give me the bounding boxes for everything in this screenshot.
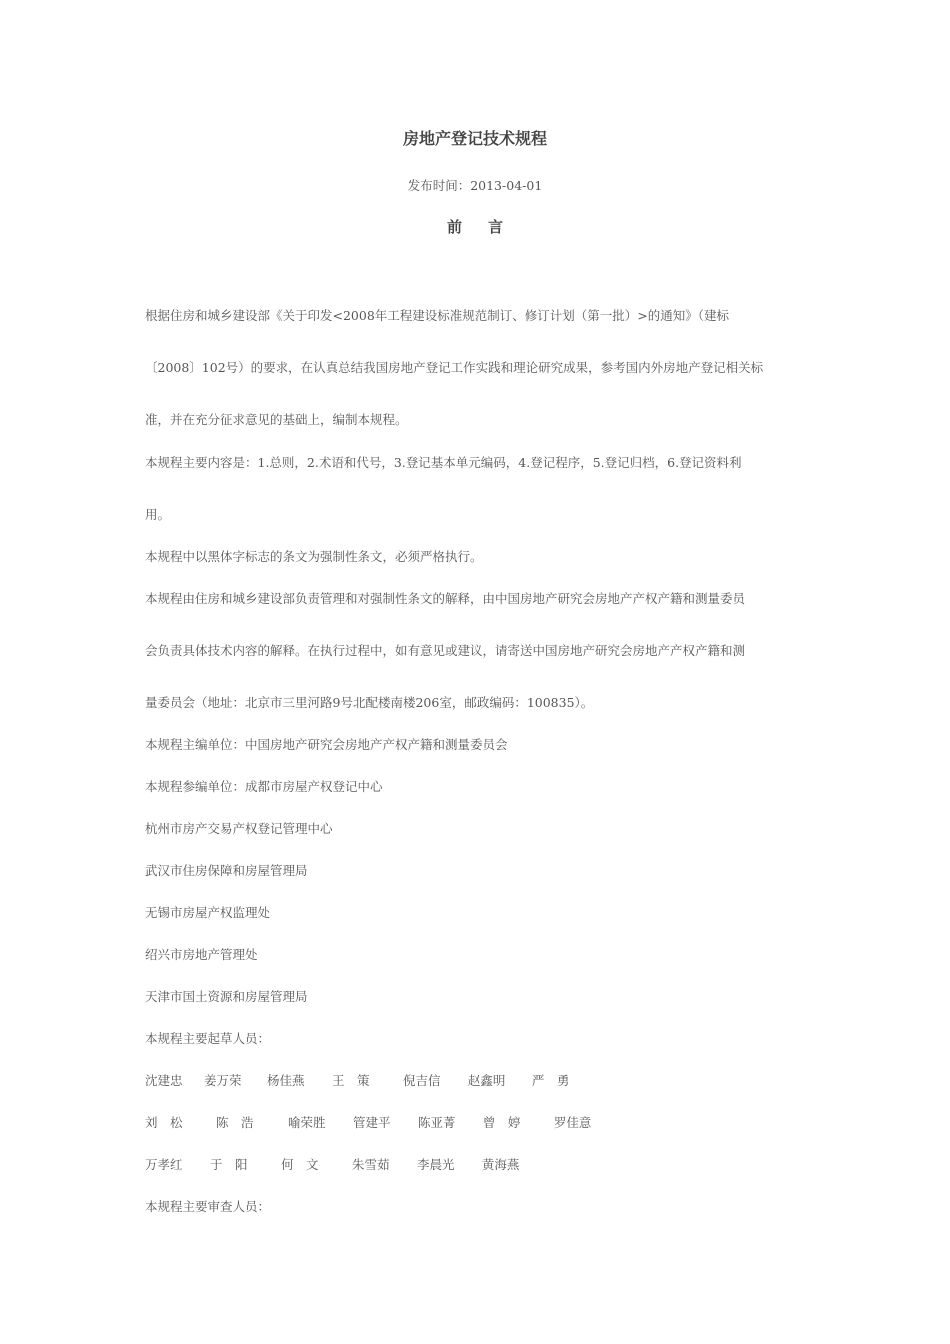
drafters-row — [145, 1113, 591, 1131]
paragraph-line: 准，并在充分征求意见的基础上，编制本规程。 — [145, 412, 408, 427]
participating-units-intro: 本规程参编单位：成都市房屋产权登记中心 — [145, 779, 383, 794]
participating-unit: 杭州市房产交易产权登记管理中心 — [145, 821, 333, 836]
drafter-name: 于 阳 — [209, 1157, 248, 1172]
participating-unit: 绍兴市房地产管理处 — [145, 947, 258, 962]
paragraph-line: 用。 — [145, 507, 171, 522]
paragraph-line: 本规程主要内容是：1.总则，2.术语和代号，3.登记基本单元编码，4.登记程序，5.登记归档，6.登记资料利 — [145, 455, 742, 470]
document-title: 房地产登记技术规程 — [402, 129, 547, 148]
paragraph-line: 本规程中以黑体字标志的条文为强制性条文，必须严格执行。 — [145, 549, 483, 564]
paragraph-line: 〔2008〕102号）的要求，在认真总结我国房地产登记工作实践和理论研究成果，参考国内外房地产登记相关标 — [145, 360, 764, 375]
drafter-name: 黄海燕 — [481, 1157, 520, 1172]
paragraph-line: 本规程由住房和城乡建设部负责管理和对强制性条文的解释，由中国房地产研究会房地产产权产籍和测量委员 — [145, 591, 746, 606]
drafter-name: 杨佳燕 — [266, 1073, 305, 1088]
drafter-name: 管建平 — [352, 1115, 391, 1130]
reviewers-label: 本规程主要审查人员： — [145, 1199, 271, 1214]
drafter-name: 李晨光 — [416, 1157, 455, 1172]
drafters-row — [145, 1071, 569, 1089]
participating-unit: 武汉市住房保障和房屋管理局 — [145, 863, 308, 878]
drafter-name: 倪吉信 — [402, 1073, 441, 1088]
drafter-name: 王 策 — [331, 1073, 370, 1088]
drafter-name: 喻荣胜 — [287, 1115, 326, 1130]
paragraph-line: 会负责具体技术内容的解释。在执行过程中，如有意见或建议，请寄送中国房地产研究会房地产产权产籍和测 — [145, 643, 746, 658]
drafter-name: 何 文 — [280, 1157, 319, 1172]
drafter-name: 万孝红 — [145, 1157, 183, 1172]
publish-date: 发布时间：2013-04-01 — [407, 178, 543, 193]
participating-unit: 无锡市房屋产权监理处 — [145, 905, 271, 920]
drafter-name: 严 勇 — [531, 1073, 570, 1088]
drafter-name: 罗佳意 — [553, 1115, 592, 1130]
drafter-name: 刘 松 — [145, 1115, 183, 1130]
drafter-name: 朱雪茹 — [351, 1157, 390, 1172]
drafter-name: 沈建忠 — [145, 1073, 183, 1088]
participating-unit: 天津市国土资源和房屋管理局 — [145, 989, 308, 1004]
drafter-name: 陈亚菁 — [417, 1115, 456, 1130]
drafter-name: 姜万荣 — [203, 1073, 242, 1088]
preface-heading: 前言 — [446, 218, 529, 236]
drafters-row — [145, 1155, 519, 1173]
drafters-label: 本规程主要起草人员： — [145, 1031, 271, 1046]
paragraph-line: 量委员会（地址：北京市三里河路9号北配楼南楼206室，邮政编码：100835）。 — [145, 695, 594, 710]
drafter-name: 曾 婷 — [482, 1115, 521, 1130]
drafter-name: 陈 浩 — [215, 1115, 254, 1130]
paragraph-line: 根据住房和城乡建设部《关于印发<2008年工程建设标准规范制订、修订计划（第一批）>的通知》（建标 — [145, 308, 730, 323]
chief-editor-unit: 本规程主编单位：中国房地产研究会房地产产权产籍和测量委员会 — [145, 737, 508, 752]
drafter-name: 赵鑫明 — [467, 1073, 506, 1088]
